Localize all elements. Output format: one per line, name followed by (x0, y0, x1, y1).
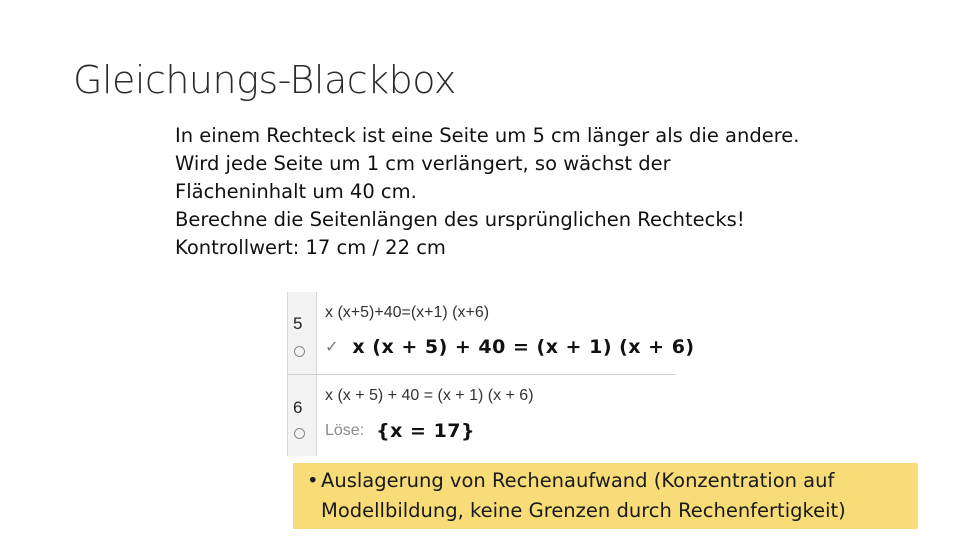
task-line: Berechne die Seitenlängen des ursprünglichen Rechtecks! (175, 208, 745, 231)
cas-view (287, 292, 695, 456)
cas-row-divider (287, 374, 675, 375)
row-marble-icon[interactable] (294, 428, 305, 439)
cas-row-number: 5 (293, 314, 303, 333)
task-line: In einem Rechteck ist eine Seite um 5 cm länger als die andere. (175, 124, 800, 147)
highlight-text (307, 466, 907, 526)
task-line: Wird jede Seite um 1 cm verlängert, so wächst der (175, 152, 671, 175)
cas-output-math: x (x + 5) + 40 = (x + 1) (x + 6) (352, 336, 695, 358)
cas-output-math: {x = 17} (376, 420, 476, 442)
cas-output (325, 420, 475, 442)
cas-output (325, 336, 695, 358)
highlight-box (293, 463, 918, 529)
note-line: Auslagerung von Rechenaufwand (Konzentration auf (321, 469, 835, 492)
bullet: • (307, 469, 319, 492)
note-line: Modellbildung, keine Grenzen durch Rechenfertigkeit) (321, 499, 846, 522)
cas-row-number: 6 (293, 398, 303, 417)
cas-input[interactable]: x (x + 5) + 40 = (x + 1) (x + 6) (325, 387, 534, 404)
slide-title: Gleichungs-Blackbox (73, 58, 456, 102)
task-text (175, 122, 875, 262)
task-line: Flächeninhalt um 40 cm. (175, 180, 417, 203)
row-marble-icon[interactable] (294, 346, 305, 357)
cas-command-label: Löse: (325, 422, 365, 439)
check-icon: ✓ (325, 339, 339, 356)
task-line: Kontrollwert: 17 cm / 22 cm (175, 236, 446, 259)
cas-input[interactable]: x (x+5)+40=(x+1) (x+6) (325, 304, 490, 321)
